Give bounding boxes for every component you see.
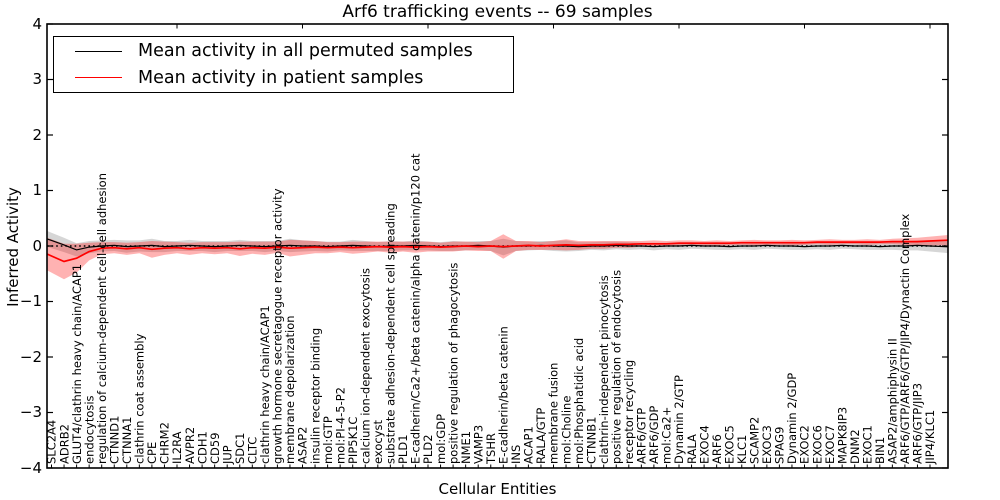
y-tick-label: 2	[32, 125, 42, 144]
chart-title: Arf6 trafficking events -- 69 samples	[342, 2, 653, 22]
x-tick-label: Dynamin 2/GDP	[785, 372, 800, 464]
x-tick-label: ARF6/GTP	[634, 407, 649, 464]
x-tick-label: Dynamin 2/GTP	[672, 375, 687, 464]
x-tick-label: insulin receptor binding	[308, 327, 323, 464]
x-tick-label: E-cadherin/beta catenin	[496, 326, 511, 464]
x-tick-label: CTNNA1	[120, 416, 134, 464]
y-tick-label: −2	[19, 347, 42, 366]
y-tick-label: 0	[32, 236, 42, 255]
x-tick-label: mol:PI-4-5-P2	[333, 387, 348, 464]
x-tick-label: CTNNB1	[584, 416, 599, 464]
x-tick-label: mol:Ca2+	[659, 406, 674, 464]
x-tick-label: DNM2	[847, 429, 862, 464]
x-tick-label: mol:Phosphatidic acid	[571, 337, 586, 464]
x-tick-label: CHRM2	[157, 422, 172, 464]
legend-label: Mean activity in all permuted samples	[138, 41, 473, 62]
y-axis-title: Inferred Activity	[4, 187, 22, 307]
x-tick-label: clathrin coat assembly	[132, 333, 147, 464]
x-tick-label: KLC1	[734, 434, 749, 464]
y-tick-label: 4	[32, 14, 42, 33]
x-tick-label: SLC2A4	[44, 419, 59, 464]
x-tick-label: mol:GTP	[320, 416, 335, 464]
x-tick-label: positive regulation of endocytosis	[609, 269, 624, 464]
x-tick-label: SDC1	[232, 432, 247, 464]
x-tick-label: clathrin heavy chain/ACAP1	[258, 305, 273, 464]
x-tick-label: ASAP2/amphiphysin II	[885, 338, 900, 464]
x-tick-label: EXOC3	[760, 425, 775, 464]
x-tick-label: EXOC4	[697, 425, 712, 464]
x-tick-label: receptor recycling	[622, 359, 636, 464]
legend	[53, 36, 514, 93]
x-tick-label: CDH1	[195, 431, 210, 464]
x-tick-label: exocyst	[371, 420, 385, 464]
x-tick-label: positive regulation of phagocytosis	[446, 262, 461, 464]
x-tick-label: growth hormone secretagogue receptor activity	[270, 188, 285, 464]
x-tick-label: CD59	[207, 432, 222, 464]
x-tick-label: EXOC1	[860, 425, 875, 464]
x-tick-label: JUP	[220, 445, 235, 464]
x-tick-label: CTNND1	[107, 415, 122, 464]
x-tick-label: clathrin-independent pinocytosis	[596, 275, 611, 464]
x-tick-label: GLUT4/clathrin heavy chain/ACAP1	[69, 263, 84, 464]
x-tick-label: ARF6/GTP/JIP3	[910, 382, 925, 464]
legend-line-black	[75, 51, 122, 52]
x-tick-label: PIP5K1C	[345, 416, 360, 464]
x-tick-label: ARF6/GDP	[647, 405, 662, 464]
x-tick-label: SCAMP2	[747, 416, 762, 464]
x-tick-label: regulation of calcium-dependent cell-cell adhesion	[94, 173, 109, 464]
x-tick-label: substrate adhesion-dependent cell spreading	[383, 203, 398, 464]
x-tick-label: JIP4/KLC1	[923, 409, 938, 464]
x-tick-label: ADRB2	[57, 424, 72, 464]
x-tick-label: EXOC6	[810, 425, 825, 464]
legend-line-red	[75, 77, 122, 78]
x-tick-label: MAPK8IP3	[835, 406, 850, 464]
legend-label: Mean activity in patient samples	[138, 67, 424, 88]
y-tick-label: −4	[19, 458, 42, 477]
x-tick-label: membrane depolarization	[283, 315, 298, 464]
x-tick-label: endocytosis	[82, 395, 97, 464]
x-axis-title: Cellular Entities	[438, 480, 557, 498]
x-tick-label: ACAP1	[521, 426, 536, 464]
x-tick-label: SPAG9	[772, 426, 787, 464]
x-tick-label: mol:GDP	[433, 413, 448, 464]
x-tick-label: membrane fusion	[546, 362, 561, 464]
x-tick-label: EXOC5	[722, 425, 737, 464]
x-tick-label: EXOC7	[822, 425, 837, 464]
x-tick-label: RALA	[684, 434, 699, 464]
x-tick-label: ARF6	[709, 434, 724, 464]
y-tick-label: −1	[19, 292, 42, 310]
x-tick-label: PLD2	[421, 434, 436, 464]
x-tick-label: TSHR	[483, 433, 498, 464]
x-tick-label: AVPR2	[182, 426, 197, 464]
legend-item-patient	[54, 65, 513, 91]
x-tick-label: IL2RA	[170, 431, 185, 464]
x-tick-label: EXOC2	[797, 425, 812, 464]
x-tick-label: CPE	[145, 441, 160, 464]
x-tick-label: E-cadherin/Ca2+/beta catenin/alpha catenin/p120 cat	[408, 153, 423, 464]
x-tick-label: RALA/GTP	[534, 407, 549, 464]
x-tick-label: CLTC	[245, 436, 260, 464]
y-tick-label: −3	[19, 403, 42, 421]
x-tick-label: ARF6/GTP/ARF6/GTP/JIP4/Dynactin Complex	[898, 213, 913, 464]
x-tick-label: PLD1	[396, 434, 411, 464]
x-tick-label: NME1	[458, 430, 473, 464]
x-tick-label: calcium ion-dependent exocytosis	[358, 268, 373, 464]
y-tick-label: 1	[32, 181, 42, 199]
legend-item-permuted	[54, 38, 513, 64]
x-tick-label: INS	[509, 444, 524, 464]
x-tick-label: mol:Choline	[559, 395, 574, 464]
y-tick-label: 3	[32, 70, 42, 88]
x-tick-label: BIN1	[873, 436, 887, 464]
x-tick-label: ASAP2	[295, 426, 310, 464]
x-tick-label: VAMP3	[471, 424, 486, 464]
